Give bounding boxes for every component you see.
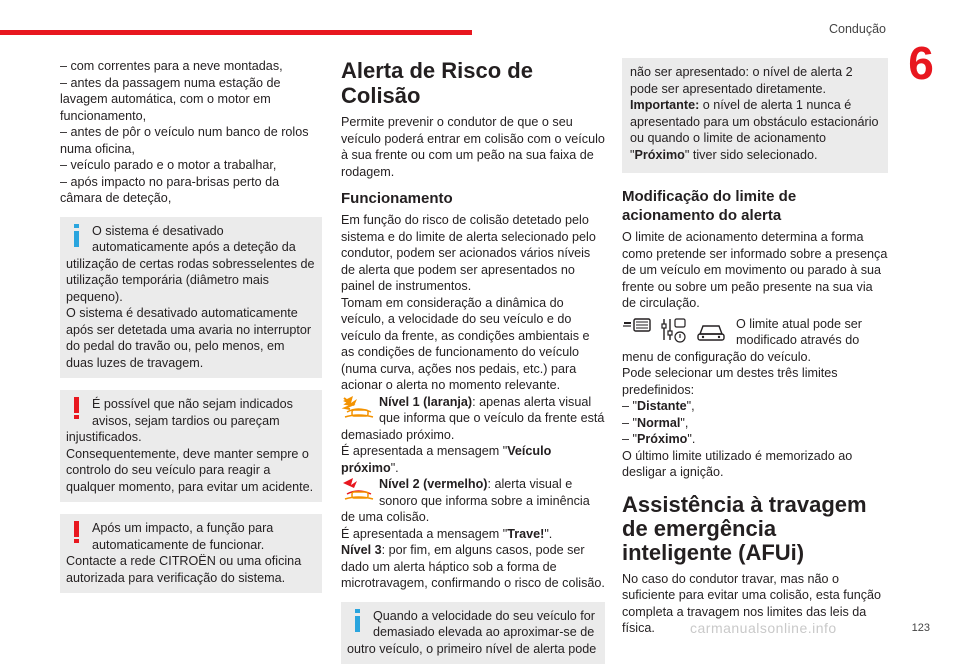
paragraph: O último limite utilizado é memorizado ao desligar a ignição.: [622, 448, 888, 481]
subsection-heading: Modificação do limite de acionamento do alerta: [622, 187, 888, 225]
info-text: Quando a velocidade do seu veículo for demasiado elevada ao aproximar-se de outro veículo, o primeiro nível de alerta pode: [347, 608, 598, 658]
paragraph: Em função do risco de colisão detetado pelo sistema e do limite de alerta selecionado pelo condutor, podem ser acionados vários níveis de alerta que podem ser apresentados no painel de instrumentos.: [341, 212, 605, 295]
info-icon: [347, 608, 369, 630]
message-text: Trave!: [507, 527, 544, 541]
screen-menu-icon: [623, 319, 650, 331]
info-box-continued: [622, 58, 888, 173]
level-label: Nível 3: [341, 543, 382, 557]
paragraph: Pode selecionar um destes três limites predefinidos:: [622, 365, 888, 398]
collision-alert-orange-icon: [341, 394, 375, 420]
list-item: – veículo parado e o motor a trabalhar,: [60, 157, 322, 174]
warning-text: Consequentemente, deve manter sempre o controlo do seu veículo para reagir a qualquer momento, para evitar um acidente.: [66, 446, 315, 496]
level-3-line: [341, 542, 605, 592]
info-text: O sistema é desativado automaticamente após ser detetada uma avaria no interruptor do pedal do travão ou, pelo menos, em duas luzes de travagem.: [66, 305, 315, 371]
paragraph: O limite atual pode ser modificado através do menu de configuração do veículo.: [622, 316, 888, 366]
message-line: [341, 443, 605, 476]
info-text: O sistema é desativado automaticamente após a deteção da utilização de certas rodas sobresselentes de utilização temporária (diâmetro mais pequeno).: [66, 223, 315, 306]
car-front-icon: [698, 326, 724, 340]
settings-sliders-icon: [662, 319, 685, 342]
list-item: – com correntes para a neve montadas,: [60, 58, 322, 75]
list-item: – após impacto no para-brisas perto da câmara de deteção,: [60, 174, 322, 207]
section-title: Condução: [829, 22, 886, 36]
paragraph: O limite de acionamento determina a forma como pretende ser informado sobre a presença de um veículo em movimento ou parado à sua frente ou sobre um peão presente na sua via de circulação.: [622, 229, 888, 312]
info-box: [341, 602, 605, 664]
list-item: – antes da passagem numa estação de lavagem automática, com o motor em funcionamento,: [60, 75, 322, 125]
collision-alert-red-icon: [341, 476, 375, 502]
level-text: : apenas alerta visual que informa que o veículo da frente está demasiado próximo.: [341, 395, 604, 442]
level-label: Nível 1 (laranja): [379, 395, 472, 409]
page-number: 123: [912, 622, 930, 634]
level-text: : alerta visual e sonoro que informa sobre a iminência de uma colisão.: [341, 477, 590, 524]
info-text: não ser apresentado: o nível de alerta 2 pode ser apresentado diretamente.: [630, 64, 880, 97]
info-box: [60, 217, 322, 379]
option-item: – "Normal",: [622, 415, 888, 432]
option-proximo: Próximo: [637, 432, 687, 446]
message-text: Veículo próximo: [341, 444, 551, 475]
subsection-heading: Funcionamento: [341, 189, 605, 208]
message-prefix: É apresentada a mensagem ": [341, 444, 507, 458]
option-item: – "Próximo".: [622, 431, 888, 448]
column-1: [60, 58, 322, 593]
info-text: [630, 97, 880, 163]
header-accent-bar: [0, 30, 472, 35]
level-text: : por fim, em alguns casos, pode ser dado um alerta háptico sob a forma de microtravagem, confirmando o risco de colisão.: [341, 543, 605, 590]
section-heading: Assistência à travagem de emergência inteligente (AFUi): [622, 493, 888, 565]
paragraph: No caso do condutor travar, mas não o suficiente para evitar uma colisão, esta função completa a travagem nos limites das leis da física.: [622, 571, 888, 637]
message-prefix: É apresentada a mensagem ": [341, 527, 507, 541]
paragraph: Permite prevenir o condutor de que o seu veículo poderá entrar em colisão com o veículo à sua frente ou com um peão na sua faixa de rodagem.: [341, 114, 605, 180]
column-2: [341, 58, 605, 664]
warning-box: [60, 514, 322, 593]
paragraph: Tomam em consideração a dinâmica do veículo, a velocidade do seu veículo e do veículo da frente, as condições ambientais e as condições de funcionamento do veículo (numa curva, ações nos pedais, etc.) para acionar o alerta no momento relevante.: [341, 295, 605, 394]
option-item: – "Distante",: [622, 398, 888, 415]
important-text-end: " tiver sido selecionado.: [685, 148, 818, 162]
warning-text: Após um impacto, a função para automaticamente de funcionar. Contacte a rede CITROËN ou uma oficina autorizada para verificação do sistema.: [66, 520, 315, 586]
option-name: Próximo: [634, 148, 684, 162]
settings-note: [622, 316, 888, 366]
message-suffix: ".: [544, 527, 552, 541]
list-item: – antes de pôr o veículo num banco de rolos numa oficina,: [60, 124, 322, 157]
important-label: Importante:: [630, 98, 699, 112]
warning-icon: [66, 520, 88, 542]
option-normal: Normal: [637, 416, 680, 430]
info-icon: [66, 223, 88, 245]
section-heading: Alerta de Risco de Colisão: [341, 58, 605, 108]
chapter-number: 6: [901, 40, 941, 86]
warning-text: É possível que não sejam indicados avisos, sejam tardios ou pareçam injustificados.: [66, 396, 315, 446]
column-3: [622, 58, 888, 637]
alert-level-2: [341, 476, 605, 526]
important-text: o nível de alerta 1 nunca é apresentado para um obstáculo estacionário ou quando o limite de acionamento ": [630, 98, 879, 162]
watermark: carmanualsonline.info: [690, 620, 837, 636]
option-distante: Distante: [637, 399, 687, 413]
warning-box: [60, 390, 322, 502]
vehicle-settings-icons: [622, 316, 730, 346]
message-suffix: ".: [391, 461, 399, 475]
level-label: Nível 2 (vermelho): [379, 477, 488, 491]
message-line: [341, 526, 605, 543]
alert-level-1: [341, 394, 605, 444]
warning-icon: [66, 396, 88, 418]
